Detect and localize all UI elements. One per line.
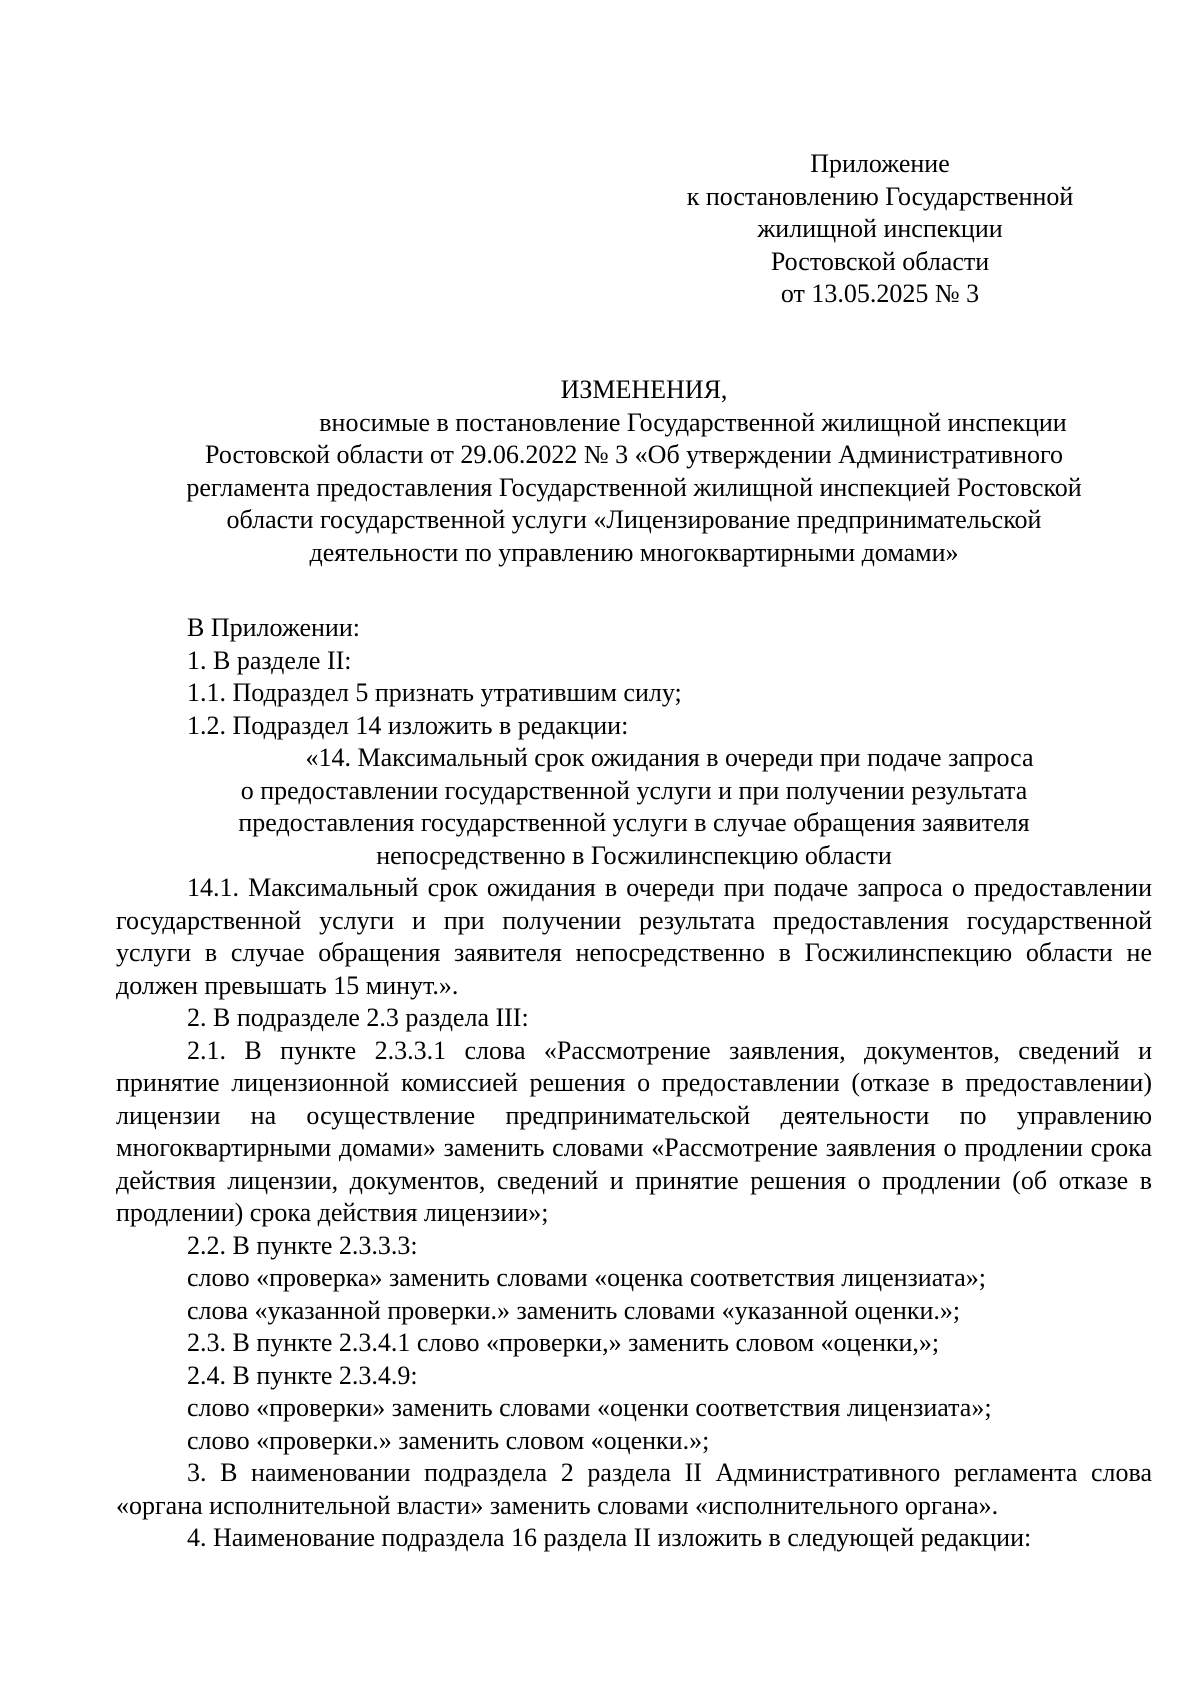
- appendix-line: Приложение: [810, 149, 950, 178]
- paragraph: 14.1. Максимальный срок ожидания в очереди при подаче запроса о предоставлении государственной услуги и при получении результата предоставления государственной услуги в случае обращения заявителя непосредственно в Госжилинспекцию области не должен превышать 15 минут.».: [116, 873, 1152, 1000]
- paragraph: 1.2. Подраздел 14 изложить в редакции:: [187, 710, 629, 740]
- paragraph: 4. Наименование подраздела 16 раздела II изложить в следующей редакции:: [187, 1523, 1032, 1552]
- paragraph: 2.2. В пункте 2.3.3.3:: [187, 1230, 418, 1260]
- quote-line: предоставления государственной услуги в случае обращения заявителя: [238, 808, 1030, 837]
- quote-line: о предоставлении государственной услуги и при получении результата: [240, 775, 1028, 805]
- paragraph: 2.4. В пункте 2.3.4.9:: [187, 1360, 418, 1390]
- quote-line: непосредственно в Госжилинспекцию области: [376, 840, 892, 870]
- paragraph: 3. В наименовании подраздела 2 раздела II Административного регламента слова «органа исполнительной власти» заменить словами «исполнительного органа».: [116, 1458, 1152, 1520]
- title-heading: ИЗМЕНЕНИЯ,: [560, 375, 728, 404]
- paragraph: слова «указанной проверки.» заменить словами «указанной оценки.»;: [187, 1295, 961, 1325]
- document-title: [116, 374, 1152, 569]
- paragraph: 2.3. В пункте 2.3.4.1 слово «проверки,» заменить словом «оценки,»;: [187, 1328, 940, 1357]
- quoted-heading: [116, 742, 1152, 872]
- title-line: регламента предоставления Государственной жилищной инспекцией Ростовской: [186, 472, 1082, 502]
- appendix-line: от 13.05.2025 № 3: [780, 279, 980, 308]
- title-line: Ростовской области от 29.06.2022 № 3 «Об утверждении Административного: [205, 440, 1063, 469]
- title-line: области государственной услуги «Лицензирование предпринимательской: [226, 505, 1042, 534]
- appendix-line: жилищной инспекции: [757, 214, 1003, 243]
- appendix-block: [640, 148, 1120, 311]
- paragraph: 2.1. В пункте 2.3.3.1 слова «Рассмотрение заявления, документов, сведений и принятие лицензионной комиссией решения о предоставлении (отказе в предоставлении) лицензии на осуществление предпринимательской деятельности по управлению многоквартирными домами» заменить словами «Рассмотрение заявления о продлении срока действия лицензии, документов, сведений и принятие решения о продлении (об отказе в продлении) срока действия лицензии»;: [116, 1035, 1152, 1227]
- paragraph: 2. В подразделе 2.3 раздела III:: [187, 1003, 529, 1032]
- title-line: деятельности по управлению многоквартирными домами»: [309, 537, 959, 567]
- title-line: вносимые в постановление Государственной жилищной инспекции: [319, 407, 1067, 437]
- paragraph: 1. В разделе II:: [187, 645, 352, 675]
- document-body: [116, 612, 1152, 1555]
- paragraph: слово «проверки» заменить словами «оценки соответствия лицензиата»;: [187, 1393, 992, 1422]
- paragraph: слово «проверки.» заменить словом «оценки.»;: [187, 1425, 710, 1455]
- paragraph: 1.1. Подраздел 5 признать утратившим силу;: [187, 678, 682, 707]
- paragraph: В Приложении:: [187, 613, 360, 642]
- appendix-line: к постановлению Государственной: [686, 181, 1074, 211]
- quote-line: «14. Максимальный срок ожидания в очереди при подаче запроса: [305, 743, 1034, 772]
- appendix-line: Ростовской области: [770, 246, 990, 276]
- paragraph: слово «проверка» заменить словами «оценка соответствия лицензиата»;: [187, 1263, 987, 1292]
